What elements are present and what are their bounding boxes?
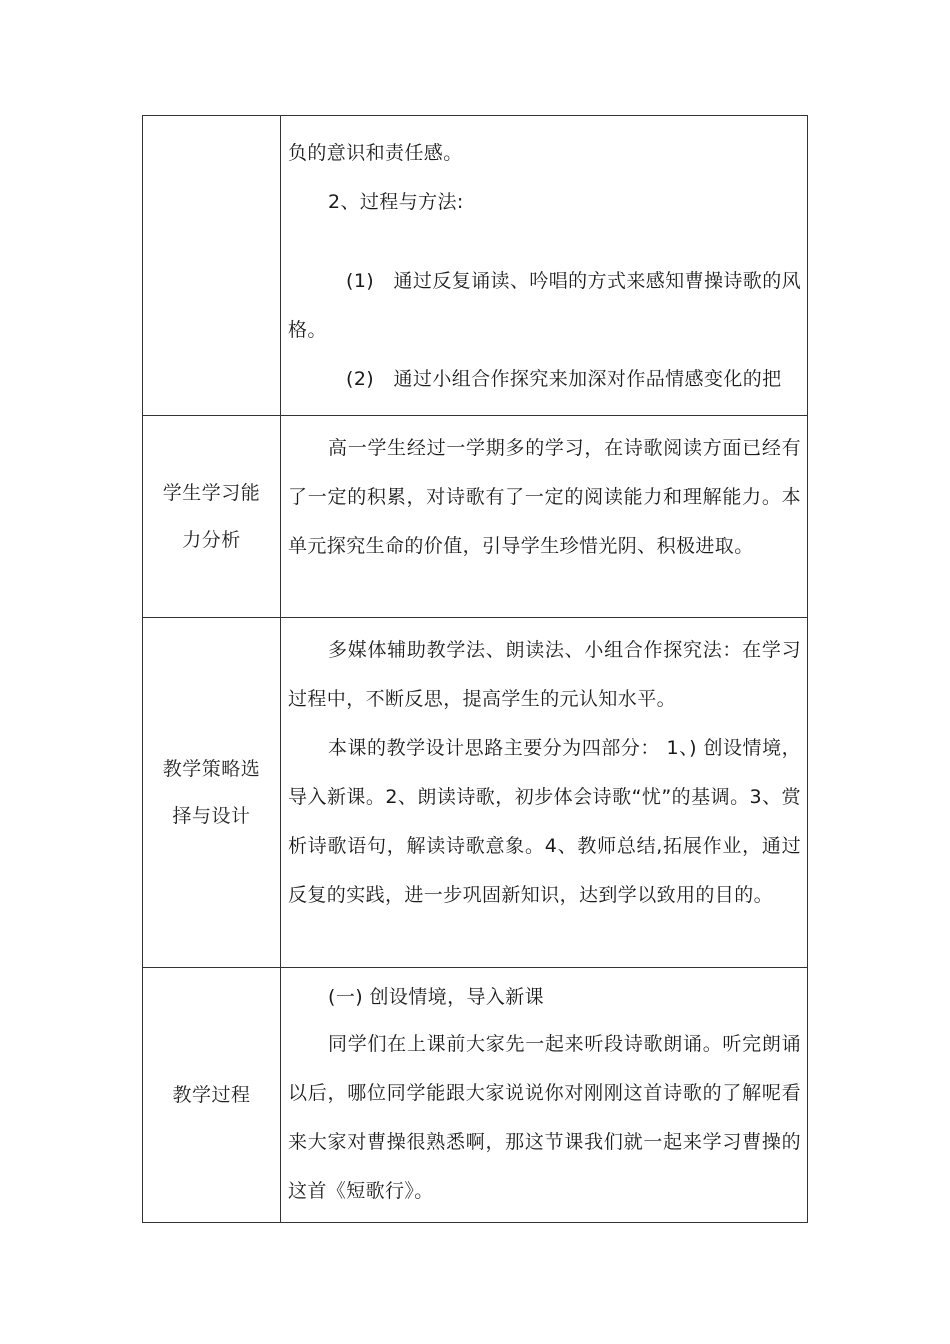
paragraph: 同学们在上课前大家先一起来听段诗歌朗诵。听完朗诵以后，哪位同学能跟大家说说你对刚刚这首诗歌的了解呢看来大家对曹操很熟悉啊，那这节课我们就一起来学习曹操的这首《短歌行》。	[288, 1033, 801, 1202]
row-content-cell	[281, 416, 808, 618]
row-content-cell	[281, 116, 808, 416]
paragraph: (1) 通过反复诵读、吟唱的方式来感知曹操诗歌的风格。	[288, 270, 801, 341]
table-row	[143, 968, 808, 1223]
row-label-cell	[143, 416, 281, 618]
spacer	[288, 227, 801, 257]
section-heading: 2、过程与方法:	[328, 191, 464, 213]
table-row	[143, 116, 808, 416]
paragraph: 负的意识和责任感。	[288, 142, 463, 164]
paragraph: 多媒体辅助教学法、朗读法、小组合作探究法：在学习过程中，不断反思，提高学生的元认知水平。	[288, 639, 801, 710]
row-label: 教学过程	[172, 1083, 251, 1106]
paragraph: (2) 通过小组合作探究来加深对作品情感变化的把	[346, 368, 782, 390]
table-row	[143, 618, 808, 968]
row-label: 教学策略选择与设计	[162, 757, 261, 827]
row-label-cell	[143, 618, 281, 968]
lesson-plan-table	[142, 115, 808, 1223]
table-row	[143, 416, 808, 618]
row-label: 学生学习能力分析	[162, 481, 261, 551]
paragraph: 高一学生经过一学期多的学习，在诗歌阅读方面已经有了一定的积累，对诗歌有了一定的阅读能力和理解能力。本单元探究生命的价值，引导学生珍惜光阴、积极进取。	[288, 437, 801, 557]
row-label-cell	[143, 116, 281, 416]
row-label-cell	[143, 968, 281, 1223]
paragraph: 本课的教学设计思路主要分为四部分： 1、) 创设情境，导入新课。2、朗读诗歌，初步体会诗歌“忧”的基调。3、赏析诗歌语句，解读诗歌意象。4、教师总结,拓展作业，通过反复的实践，进一步巩固新知识，达到学以致用的目的。	[288, 737, 801, 906]
row-content-cell	[281, 968, 808, 1223]
row-content-cell	[281, 618, 808, 968]
section-heading: (一) 创设情境，导入新课	[328, 986, 545, 1008]
